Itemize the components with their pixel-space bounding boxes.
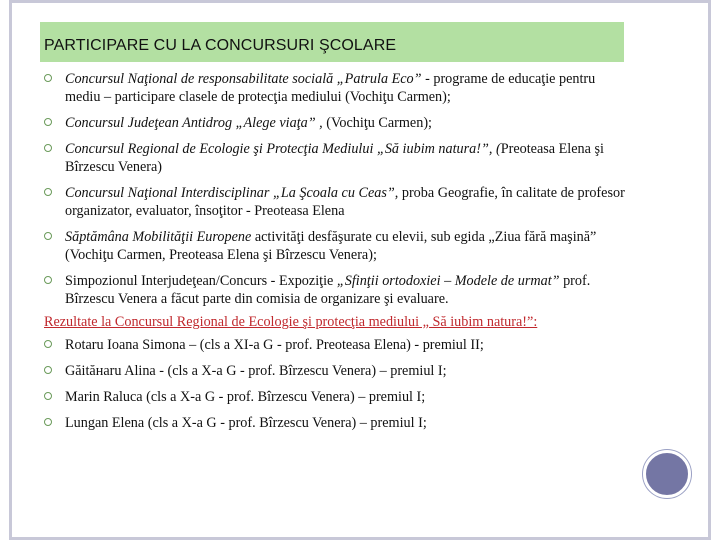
bullet-circle-icon [44, 188, 52, 196]
item-italic-text: Concursul Naţional de responsabilitate socială „Patrula Eco” [65, 71, 426, 87]
decorative-circle [643, 450, 691, 498]
bullet-circle-icon [44, 418, 52, 426]
result-item [44, 388, 634, 406]
result-item [44, 414, 634, 432]
slide-frame-top [9, 0, 711, 3]
item-italic-text: Concursul Regional de Ecologie şi Protecţia Mediului „Să iubim natura!”, ( [65, 141, 501, 157]
item-text: - programe de educaţie pentru mediu – participare clasele de protecţia mediului (Vochiţu Carmen); [65, 71, 596, 105]
bullet-circle-icon [44, 144, 52, 152]
item-text: proba Geografie, în calitate de profesor organizator, evaluator, însoţitor - Preoteasa Elena [65, 185, 625, 219]
result-text: Găităнaru Alina - (cls a X-a G - prof. Bîrzescu Venera) – premiul I; [65, 363, 447, 379]
bullet-circle-icon [44, 276, 52, 284]
bullet-circle-icon [44, 232, 52, 240]
item-italic-text: Concursul Naţional Interdisciplinar „La Şcoala cu Ceas”, [65, 185, 399, 201]
item-text: Simpozionul Interjudeţean/Concurs - Expoziţie [65, 273, 337, 289]
item-text: (Vochiţu Carmen); [322, 115, 432, 131]
list-item [44, 184, 634, 220]
result-text: Marin Raluca (cls a X-a G - prof. Bîrzescu Venera) – premiul I; [65, 389, 426, 405]
item-italic-text: Săptămâna Mobilităţii Europene [65, 229, 252, 245]
slide-frame-right [708, 0, 711, 540]
item-text: activităţi desfăşurate cu elevii, sub egida „Ziua fără maşină” (Vochiţu Carmen, Preoteasa Elena şi Bîrzescu Venera); [65, 229, 597, 263]
item-text: prof. Bîrzescu Venera a făcut parte din comisia de organizare şi evaluare. [65, 273, 591, 307]
list-item [44, 228, 634, 264]
bullet-circle-icon [44, 340, 52, 348]
slide-title: PARTICIPARE CU LA CONCURSURI ŞCOLARE [44, 37, 397, 54]
result-text: Rotaru Ioana Simona – (cls a XI-a G - prof. Preoteasa Elena) - premiul II; [65, 337, 484, 353]
list-item [44, 70, 634, 106]
bullet-circle-icon [44, 118, 52, 126]
slide-frame-left [9, 0, 12, 540]
bullet-circle-icon [44, 74, 52, 82]
result-item [44, 336, 634, 354]
bullet-circle-icon [44, 366, 52, 374]
list-item [44, 114, 634, 132]
item-italic-text: Concursul Judeţean Antidrog „Alege viaţa” , [65, 115, 323, 131]
result-text: Lungan Elena (cls a X-a G - prof. Bîrzescu Venera) – premiul I; [65, 415, 427, 431]
list-item [44, 140, 634, 176]
results-heading: Rezultate la Concursul Regional de Ecologie şi protecţia mediului „ Să iubim natura!”: [44, 314, 538, 330]
slide-content [44, 70, 634, 440]
bullet-circle-icon [44, 392, 52, 400]
list-item [44, 272, 634, 308]
item-italic-text: „Sfinţii ortodoxiei – Modele de urmat” [336, 273, 560, 289]
result-item [44, 362, 634, 380]
item-text: Preoteasa Elena şi Bîrzescu Venera) [65, 141, 604, 175]
